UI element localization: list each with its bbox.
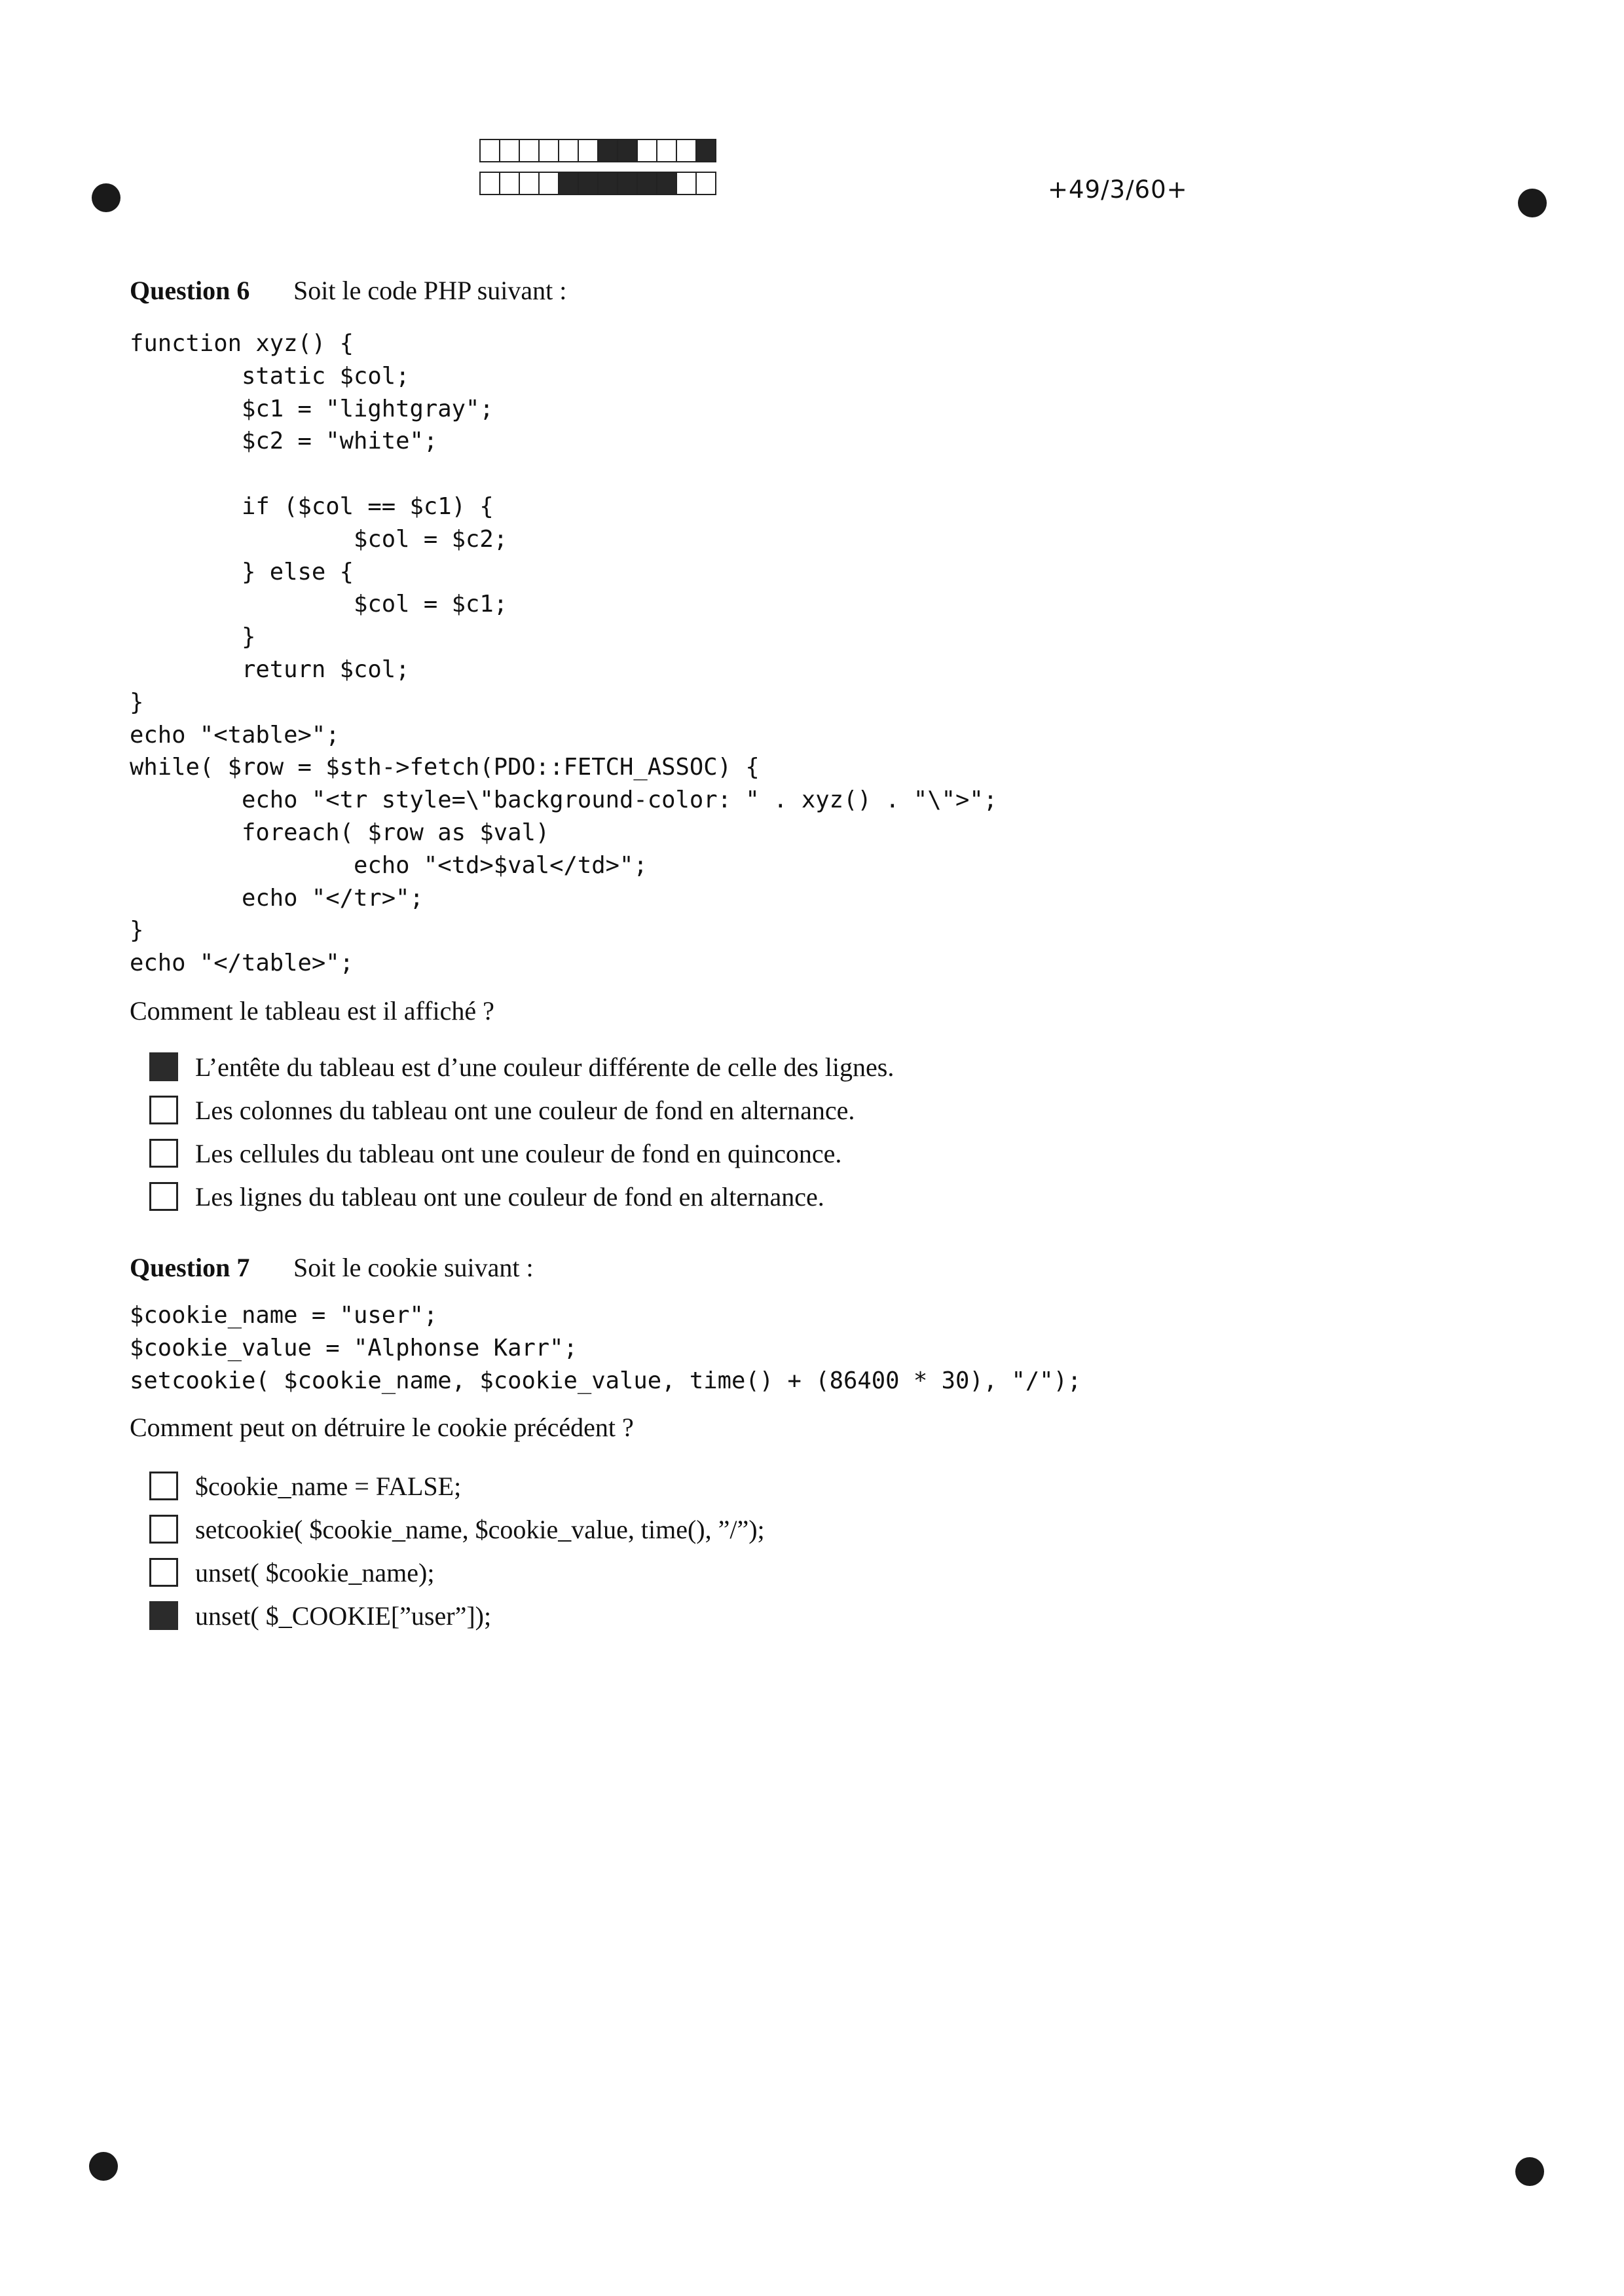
question-prompt: Comment le tableau est il affiché ? (130, 996, 494, 1026)
barcode-cell (656, 139, 677, 162)
answer-label: Les colonnes du tableau ont une couleur de fond en alternance. (195, 1095, 855, 1125)
answer-option[interactable] (149, 1132, 894, 1175)
barcode-cell (637, 139, 657, 162)
answer-checkbox[interactable] (149, 1139, 178, 1168)
answer-option[interactable] (149, 1508, 765, 1551)
barcode-cell (519, 139, 540, 162)
answer-option[interactable] (149, 1594, 765, 1637)
registration-mark-top-right (1518, 189, 1547, 217)
question-number: Question 6 (130, 276, 250, 305)
registration-mark-top-left (92, 183, 120, 212)
answer-list-q6 (149, 1045, 894, 1218)
answer-label: unset( $cookie_name); (195, 1557, 435, 1587)
barcode-cell (519, 172, 540, 195)
id-barcode-row-2 (481, 172, 716, 195)
answer-option[interactable] (149, 1551, 765, 1594)
barcode-cell (676, 172, 697, 195)
barcode-cell (617, 172, 638, 195)
answer-label: Les lignes du tableau ont une couleur de fond en alternance. (195, 1181, 824, 1212)
registration-mark-bottom-left (89, 2152, 118, 2181)
answer-label: setcookie( $cookie_name, $cookie_value, time(), ”/”); (195, 1514, 765, 1544)
question-intro: Soit le cookie suivant : (293, 1253, 534, 1282)
answer-checkbox[interactable] (149, 1096, 178, 1124)
answer-checkbox[interactable] (149, 1052, 178, 1081)
barcode-cell (656, 172, 677, 195)
answer-label: $cookie_name = FALSE; (195, 1471, 462, 1501)
barcode-cell (597, 172, 618, 195)
barcode-cell (617, 139, 638, 162)
php-code-block: function xyz() { static $col; $c1 = "lightgray"; $c2 = "white"; if ($col == $c1) { $col = $c2; } else { $col = $c1; } return $col; } echo "<table>"; while( $row = $sth->fetch(PDO::FETCH_ASSOC) { echo "<tr style=\"background-color: " . xyz() . "\">"; foreach( $row as $val) echo "<td>$val</td>"; echo "</tr>"; } echo "</table>"; (130, 330, 998, 977)
barcode-cell (558, 139, 579, 162)
barcode-cell (637, 172, 657, 195)
barcode-cell (479, 172, 500, 195)
question-7-header (130, 1252, 534, 1283)
barcode-cell (695, 172, 716, 195)
answer-checkbox[interactable] (149, 1472, 178, 1500)
barcode-cell (558, 172, 579, 195)
answer-option[interactable] (149, 1464, 765, 1508)
id-barcode-row-1 (481, 139, 716, 162)
question-number: Question 7 (130, 1253, 250, 1282)
barcode-cell (676, 139, 697, 162)
page-identifier: +49/3/60+ (1048, 176, 1188, 204)
answer-label: unset( $_COOKIE[”user”]); (195, 1601, 492, 1631)
answer-checkbox[interactable] (149, 1515, 178, 1544)
barcode-cell (597, 139, 618, 162)
barcode-cell (538, 139, 559, 162)
barcode-cell (499, 139, 520, 162)
answer-label: L’entête du tableau est d’une couleur différente de celle des lignes. (195, 1052, 895, 1082)
barcode-cell (578, 172, 599, 195)
answer-checkbox[interactable] (149, 1182, 178, 1211)
barcode-cell (695, 139, 716, 162)
barcode-cell (499, 172, 520, 195)
registration-mark-bottom-right (1515, 2157, 1544, 2186)
question-intro: Soit le code PHP suivant : (293, 276, 567, 305)
question-6-header (130, 275, 566, 306)
answer-option[interactable] (149, 1088, 894, 1132)
question-prompt: Comment peut on détruire le cookie précédent ? (130, 1413, 634, 1442)
barcode-cell (578, 139, 599, 162)
answer-checkbox[interactable] (149, 1558, 178, 1587)
answer-label: Les cellules du tableau ont une couleur de fond en quinconce. (195, 1138, 842, 1168)
answer-checkbox[interactable] (149, 1601, 178, 1630)
barcode-cell (479, 139, 500, 162)
php-code-block: $cookie_name = "user"; $cookie_value = "Alphonse Karr"; setcookie( $cookie_name, $cookie_value, time() + (86400 * 30), "/"); (130, 1302, 1082, 1394)
answer-option[interactable] (149, 1175, 894, 1218)
answer-option[interactable] (149, 1045, 894, 1088)
barcode-cell (538, 172, 559, 195)
answer-list-q7 (149, 1464, 765, 1637)
